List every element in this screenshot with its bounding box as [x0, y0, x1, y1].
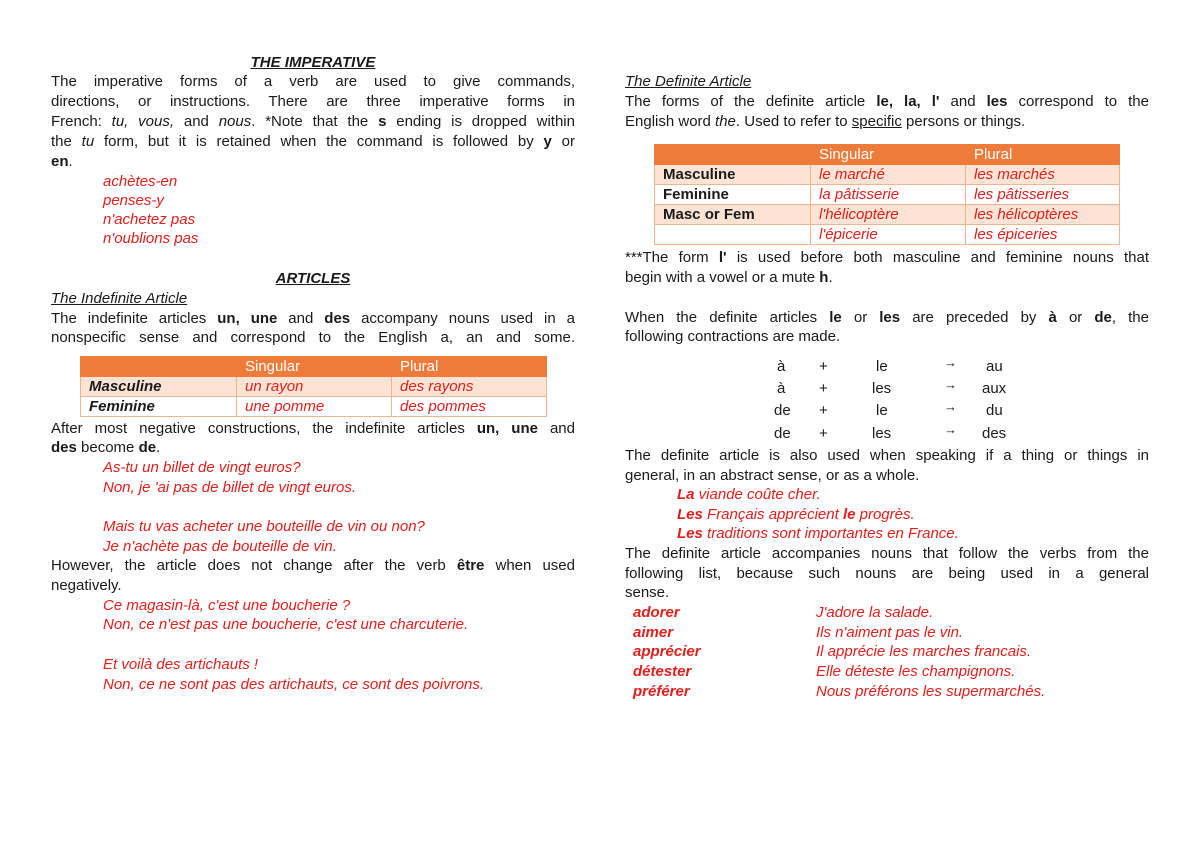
contraction-article: le [876, 358, 888, 375]
contraction-result: du [986, 402, 1003, 419]
table-cell: des rayons [392, 377, 547, 397]
table-cell-gender [655, 225, 811, 245]
contraction-preposition: à [777, 380, 786, 397]
table-cell-gender: Feminine [655, 185, 811, 205]
verb-row [625, 642, 1149, 661]
imperative-para-line: en. [51, 153, 73, 170]
table-row [81, 377, 547, 397]
verb-name: apprécier [633, 643, 701, 660]
definite-para-line: The forms of the definite article le, la, l' and les correspond to the [625, 93, 1149, 110]
imperative-example: n'achetez pas [103, 211, 196, 228]
etre-example: Ce magasin-là, c'est une boucherie ? [103, 597, 351, 614]
table-cell: des pommes [392, 397, 547, 417]
negative-example: Mais tu vas acheter une bouteille de vin ou non? [103, 518, 425, 535]
contraction-para-line: following contractions are made. [625, 328, 841, 345]
verb-name: adorer [633, 604, 680, 621]
table-header-cell: Plural [392, 357, 547, 377]
negative-example: As-tu un billet de vingt euros? [103, 459, 301, 476]
general-para-line: general, in an abstract sense, or as a whole. [625, 467, 920, 484]
verb-example: Ils n'aiment pas le vin. [816, 624, 964, 641]
table-cell: les marchés [966, 165, 1120, 185]
contraction-article: les [872, 425, 892, 442]
imperative-para-line: French: tu, vous, and nous. *Note that the s ending is dropped within [51, 113, 575, 130]
table-cell: la pâtisserie [811, 185, 966, 205]
table-cell-gender: Feminine [81, 397, 237, 417]
etre-example: Et voilà des artichauts ! [103, 656, 259, 673]
definite-article-subtitle: The Definite Article [625, 73, 752, 90]
verb-row [625, 603, 1149, 622]
verbs-para-line: The definite article accompanies nouns that follow the verbs from the [625, 545, 1149, 562]
table-header-row [655, 145, 1120, 165]
verb-example: J'adore la salade. [816, 604, 934, 621]
negative-example: Non, je 'ai pas de billet de vingt euros. [103, 479, 357, 496]
imperative-para-line: the tu form, but it is retained when the command is followed by y or [51, 133, 575, 150]
contraction-result: des [982, 425, 1007, 442]
contraction-plus: + [819, 425, 828, 442]
table-cell-gender: Masc or Fem [655, 205, 811, 225]
contraction-preposition: de [774, 425, 791, 442]
indefinite-para-line: nonspecific sense and correspond to the English a, an and some. [51, 329, 575, 346]
indefinite-article-table [80, 356, 547, 417]
verbs-para-line: following list, because such nouns are being used in a general [625, 565, 1149, 582]
verb-example: Nous préférons les supermarchés. [816, 683, 1046, 700]
contraction-plus: + [819, 380, 828, 397]
negative-example: Je n'achète pas de bouteille de vin. [103, 538, 337, 555]
etre-example: Non, ce ne sont pas des artichauts, ce sont des poivrons. [103, 676, 485, 693]
general-para-line: The definite article is also used when speaking if a thing or things in [625, 447, 1149, 464]
imperative-para-line: The imperative forms of a verb are used to give commands, [51, 73, 575, 90]
arrow-icon: → [944, 355, 957, 370]
arrow-icon: → [944, 399, 957, 414]
contraction-result: au [986, 358, 1003, 375]
table-cell: l'hélicoptère [811, 205, 966, 225]
general-example: Les Français apprécient le progrès. [677, 506, 915, 523]
definite-article-table [654, 144, 1120, 245]
verb-row [625, 662, 1149, 681]
table-row [655, 185, 1120, 205]
verb-name: préférer [633, 683, 690, 700]
etre-example: Non, ce n'est pas une boucherie, c'est une charcuterie. [103, 616, 469, 633]
table-header-cell: Plural [966, 145, 1120, 165]
table-cell: un rayon [237, 377, 392, 397]
imperative-heading: THE IMPERATIVE [250, 54, 376, 71]
general-example: La viande coûte cher. [677, 486, 821, 503]
verbs-para-line: sense. [625, 584, 670, 601]
table-header-cell: Singular [237, 357, 392, 377]
contraction-plus: + [819, 402, 828, 419]
verb-name: détester [633, 663, 692, 680]
table-cell: les pâtisseries [966, 185, 1120, 205]
table-row [655, 225, 1120, 245]
arrow-icon: → [944, 377, 957, 392]
table-row [655, 205, 1120, 225]
table-header-row [81, 357, 547, 377]
indefinite-para-line: The indefinite articles un, une and des accompany nouns used in a [51, 310, 575, 327]
verb-name: aimer [633, 624, 674, 641]
etre-para-line: However, the article does not change after the verb être when used [51, 557, 575, 574]
definite-para-line: English word the. Used to refer to specific persons or things. [625, 113, 1026, 130]
verb-row [625, 623, 1149, 642]
table-cell: une pomme [237, 397, 392, 417]
contraction-preposition: à [777, 358, 786, 375]
arrow-icon: → [944, 422, 957, 437]
contraction-preposition: de [774, 402, 791, 419]
etre-para-line: negatively. [51, 577, 122, 594]
negative-para-line: des become de. [51, 439, 161, 456]
form-note-line: ***The form l' is used before both masculine and feminine nouns that [625, 249, 1150, 266]
imperative-example: achètes-en [103, 173, 178, 190]
table-row [655, 165, 1120, 185]
imperative-example: penses-y [103, 192, 164, 209]
general-example: Les traditions sont importantes en France. [677, 525, 959, 542]
contraction-para-line: When the definite articles le or les are preceded by à or de, the [625, 309, 1149, 326]
negative-para-line: After most negative constructions, the indefinite articles un, une and [51, 420, 575, 437]
table-cell-gender: Masculine [655, 165, 811, 185]
imperative-example: n'oublions pas [103, 230, 199, 247]
table-cell-gender: Masculine [81, 377, 237, 397]
verb-row [625, 682, 1149, 701]
verb-example: Elle déteste les champignons. [816, 663, 1016, 680]
contraction-result: aux [982, 380, 1007, 397]
articles-heading: ARTICLES [275, 270, 351, 287]
table-header-cell: Singular [811, 145, 966, 165]
contraction-article: le [876, 402, 888, 419]
imperative-para-line: directions, or instructions. There are three imperative forms in [51, 93, 575, 110]
table-cell: le marché [811, 165, 966, 185]
verb-example: Il apprécie les marches francais. [816, 643, 1032, 660]
table-cell: les hélicoptères [966, 205, 1120, 225]
contraction-plus: + [819, 358, 828, 375]
table-row [81, 397, 547, 417]
table-header-cell [655, 145, 811, 165]
table-cell: l'épicerie [811, 225, 966, 245]
contraction-article: les [872, 380, 892, 397]
form-note-line: begin with a vowel or a mute h. [625, 269, 833, 286]
table-header-cell [81, 357, 237, 377]
table-cell: les épiceries [966, 225, 1120, 245]
indefinite-article-subtitle: The Indefinite Article [51, 290, 188, 307]
